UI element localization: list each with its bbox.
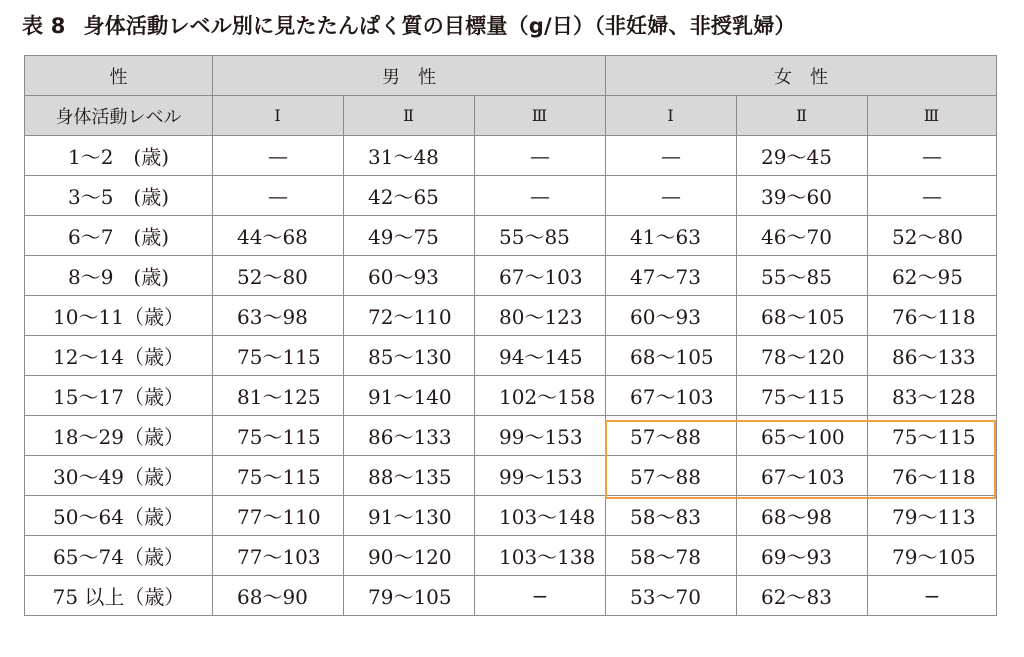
table-row [25,416,997,456]
female-level-3-header: Ⅲ [868,96,997,136]
female-level-2-cell: 46～70 [737,216,868,256]
female-level-2-cell: 67～103 [737,456,868,496]
male-level-2-cell: 60～93 [344,256,475,296]
male-level-1-cell: 44～68 [213,216,344,256]
female-level-3-cell: − [868,576,997,616]
female-level-3-cell: 76～118 [868,456,997,496]
table-row [25,176,997,216]
table-row [25,216,997,256]
male-level-1-cell: 77～110 [213,496,344,536]
female-level-1-cell: 58～83 [606,496,737,536]
age-group-cell: 10～11（歳） [25,296,213,336]
sex-header: 性 [25,56,213,96]
male-level-3-cell: — [475,136,606,176]
age-group-cell: 12～14（歳） [25,336,213,376]
table-row [25,296,997,336]
male-level-1-cell: 63～98 [213,296,344,336]
female-level-2-cell: 78～120 [737,336,868,376]
male-level-2-cell: 49～75 [344,216,475,256]
male-level-1-cell: 81～125 [213,376,344,416]
male-level-1-cell: 75～115 [213,456,344,496]
male-header: 男 性 [213,56,606,96]
female-level-3-cell: 79～105 [868,536,997,576]
male-level-1-cell: 68～90 [213,576,344,616]
table-title [22,8,1012,44]
male-level-2-header: Ⅱ [344,96,475,136]
female-level-3-cell: 75～115 [868,416,997,456]
table-row [25,456,997,496]
male-level-2-cell: 90～120 [344,536,475,576]
male-level-2-cell: 31～48 [344,136,475,176]
header-row-level [25,96,997,136]
female-level-1-cell: 67～103 [606,376,737,416]
age-group-cell: 50～64（歳） [25,496,213,536]
table-row [25,256,997,296]
female-level-3-cell: 62～95 [868,256,997,296]
table-body [25,136,997,616]
female-level-3-cell: 76～118 [868,296,997,336]
female-level-2-header: Ⅱ [737,96,868,136]
age-group-cell: 75 以上（歳） [25,576,213,616]
female-level-3-cell: 79～113 [868,496,997,536]
male-level-3-cell: 94～145 [475,336,606,376]
male-level-3-cell: — [475,176,606,216]
female-level-1-cell: — [606,176,737,216]
age-group-cell: 65～74（歳） [25,536,213,576]
female-level-2-cell: 55～85 [737,256,868,296]
male-level-3-cell: − [475,576,606,616]
male-level-3-cell: 103～148 [475,496,606,536]
male-level-3-cell: 102～158 [475,376,606,416]
table-row [25,576,997,616]
female-level-1-cell: — [606,136,737,176]
male-level-2-cell: 42～65 [344,176,475,216]
age-group-cell: 15～17（歳） [25,376,213,416]
female-header: 女 性 [606,56,997,96]
male-level-3-cell: 67～103 [475,256,606,296]
female-level-1-cell: 53～70 [606,576,737,616]
age-group-cell: 30～49（歳） [25,456,213,496]
age-group-cell: 6～7 (歳) [25,216,213,256]
table-number: 表 8 [22,14,66,38]
female-level-1-cell: 41～63 [606,216,737,256]
male-level-1-cell: — [213,176,344,216]
male-level-2-cell: 88～135 [344,456,475,496]
male-level-3-cell: 103～138 [475,536,606,576]
female-level-3-cell: 83～128 [868,376,997,416]
male-level-3-cell: 55～85 [475,216,606,256]
male-level-3-cell: 99～153 [475,416,606,456]
protein-target-table [24,55,997,616]
age-group-cell: 1～2 (歳) [25,136,213,176]
table-row [25,376,997,416]
female-level-2-cell: 75～115 [737,376,868,416]
female-level-2-cell: 62～83 [737,576,868,616]
female-level-3-cell: — [868,136,997,176]
male-level-2-cell: 72～110 [344,296,475,336]
table-row [25,136,997,176]
female-level-2-cell: 65～100 [737,416,868,456]
age-group-cell: 18～29（歳） [25,416,213,456]
female-level-1-cell: 68～105 [606,336,737,376]
male-level-1-cell: — [213,136,344,176]
male-level-1-header: Ⅰ [213,96,344,136]
table-row [25,336,997,376]
male-level-3-header: Ⅲ [475,96,606,136]
male-level-1-cell: 52～80 [213,256,344,296]
table-caption: 身体活動レベル別に見たたんぱく質の目標量（g/日）（非妊婦、非授乳婦） [83,14,796,38]
male-level-1-cell: 75～115 [213,336,344,376]
male-level-2-cell: 79～105 [344,576,475,616]
male-level-2-cell: 91～130 [344,496,475,536]
activity-level-header: 身体活動レベル [25,96,213,136]
male-level-3-cell: 80～123 [475,296,606,336]
female-level-3-cell: 52～80 [868,216,997,256]
female-level-1-cell: 47～73 [606,256,737,296]
female-level-1-cell: 57～88 [606,456,737,496]
female-level-3-cell: — [868,176,997,216]
female-level-1-cell: 58～78 [606,536,737,576]
male-level-1-cell: 77～103 [213,536,344,576]
female-level-2-cell: 69～93 [737,536,868,576]
female-level-1-cell: 57～88 [606,416,737,456]
male-level-3-cell: 99～153 [475,456,606,496]
age-group-cell: 3～5 (歳) [25,176,213,216]
female-level-2-cell: 29～45 [737,136,868,176]
table-row [25,496,997,536]
female-level-2-cell: 68～105 [737,296,868,336]
female-level-2-cell: 39～60 [737,176,868,216]
female-level-1-cell: 60～93 [606,296,737,336]
female-level-1-header: Ⅰ [606,96,737,136]
female-level-3-cell: 86～133 [868,336,997,376]
male-level-1-cell: 75～115 [213,416,344,456]
male-level-2-cell: 91～140 [344,376,475,416]
male-level-2-cell: 86～133 [344,416,475,456]
header-row-sex [25,56,997,96]
table-row [25,536,997,576]
female-level-2-cell: 68～98 [737,496,868,536]
male-level-2-cell: 85～130 [344,336,475,376]
age-group-cell: 8～9 (歳) [25,256,213,296]
